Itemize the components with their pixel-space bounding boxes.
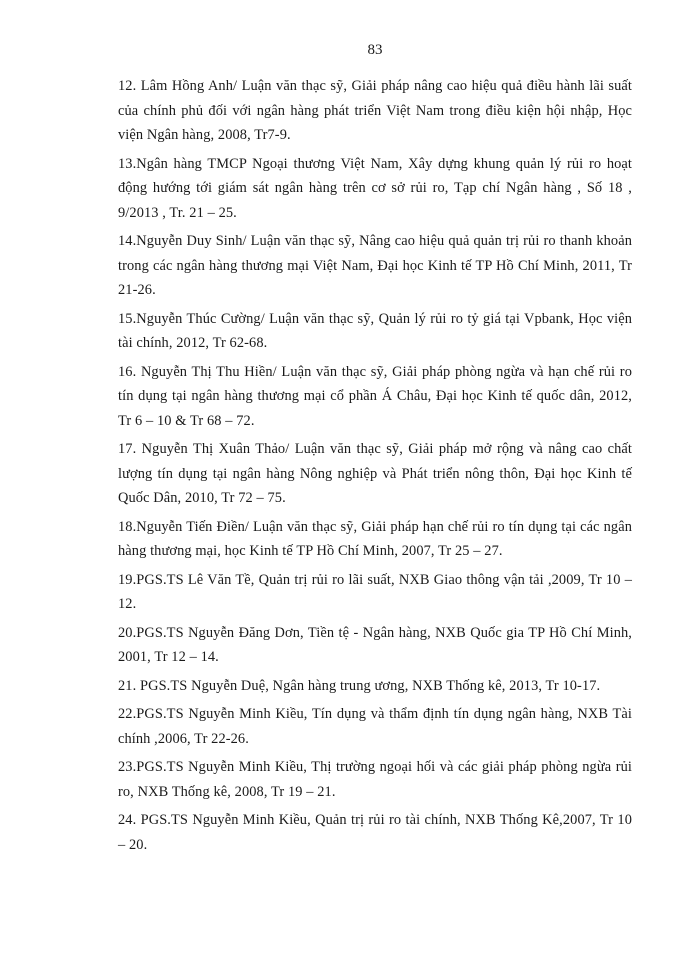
reference-item: 19.PGS.TS Lê Văn Tề, Quản trị rủi ro lãi suất, NXB Giao thông vận tải ,2009, Tr 10 – 12. bbox=[118, 571, 632, 612]
reference-item: 21. PGS.TS Nguyễn Duệ, Ngân hàng trung ương, NXB Thống kê, 2013, Tr 10-17. bbox=[118, 677, 601, 694]
reference-item: 18.Nguyễn Tiến Điền/ Luận văn thạc sỹ, Giải pháp hạn chế rủi ro tín dụng tại các ngân hàng thương mại, học Kinh tế TP Hồ Chí Minh, 2007, Tr 25 – 27. bbox=[118, 518, 632, 559]
reference-item: 16. Nguyễn Thị Thu Hiền/ Luận văn thạc sỹ, Giải pháp phòng ngừa và hạn chế rủi ro tín dụng tại ngân hàng thương mại cổ phần Á Châu, Đại học Kinh tế quốc dân, 2012, Tr 6 – 10 & Tr 68 – 72. bbox=[118, 363, 632, 429]
reference-item: 15.Nguyễn Thúc Cường/ Luận văn thạc sỹ, Quản lý rủi ro tỷ giá tại Vpbank, Học viện tài chính, 2012, Tr 62-68. bbox=[118, 310, 632, 351]
reference-item: 12. Lâm Hồng Anh/ Luận văn thạc sỹ, Giải pháp nâng cao hiệu quả điều hành lãi suất của chính phủ đối với ngân hàng phát triển Việt Nam trong điều kiện hội nhập, Học viện Ngân hàng, 2008, Tr7-9. bbox=[118, 78, 632, 143]
reference-item: 20.PGS.TS Nguyễn Đăng Dơn, Tiền tệ - Ngân hàng, NXB Quốc gia TP Hồ Chí Minh, 2001, Tr 12 – 14. bbox=[118, 624, 632, 665]
reference-item: 22.PGS.TS Nguyễn Minh Kiều, Tín dụng và thẩm định tín dụng ngân hàng, NXB Tài chính ,2006, Tr 22-26. bbox=[118, 706, 632, 747]
reference-list bbox=[118, 74, 632, 861]
page-number: 83 bbox=[367, 42, 383, 58]
reference-item: 14.Nguyễn Duy Sinh/ Luận văn thạc sỹ, Nâng cao hiệu quả quản trị rủi ro thanh khoản trong các ngân hàng thương mại Việt Nam, Đại học Kinh tế TP Hồ Chí Minh, 2011, Tr 21-26. bbox=[118, 233, 632, 298]
reference-item: 13.Ngân hàng TMCP Ngoại thương Việt Nam, Xây dựng khung quản lý rủi ro hoạt động hướng tới giám sát ngân hàng trên cơ sở rủi ro, Tạp chí Ngân hàng , Số 18 , 9/2013 , Tr. 21 – 25. bbox=[118, 155, 632, 221]
reference-item: 17. Nguyễn Thị Xuân Thảo/ Luận văn thạc sỹ, Giải pháp mở rộng và nâng cao chất lượng tín dụng tại ngân hàng Nông nghiệp và Phát triển nông thôn, Đại học Kinh tế Quốc Dân, 2010, Tr 72 – 75. bbox=[118, 441, 632, 506]
reference-item: 24. PGS.TS Nguyễn Minh Kiều, Quản trị rủi ro tài chính, NXB Thống Kê,2007, Tr 10 – 20. bbox=[118, 812, 632, 853]
reference-item: 23.PGS.TS Nguyễn Minh Kiều, Thị trường ngoại hối và các giải pháp phòng ngừa rủi ro, NXB Thống kê, 2008, Tr 19 – 21. bbox=[118, 759, 632, 800]
